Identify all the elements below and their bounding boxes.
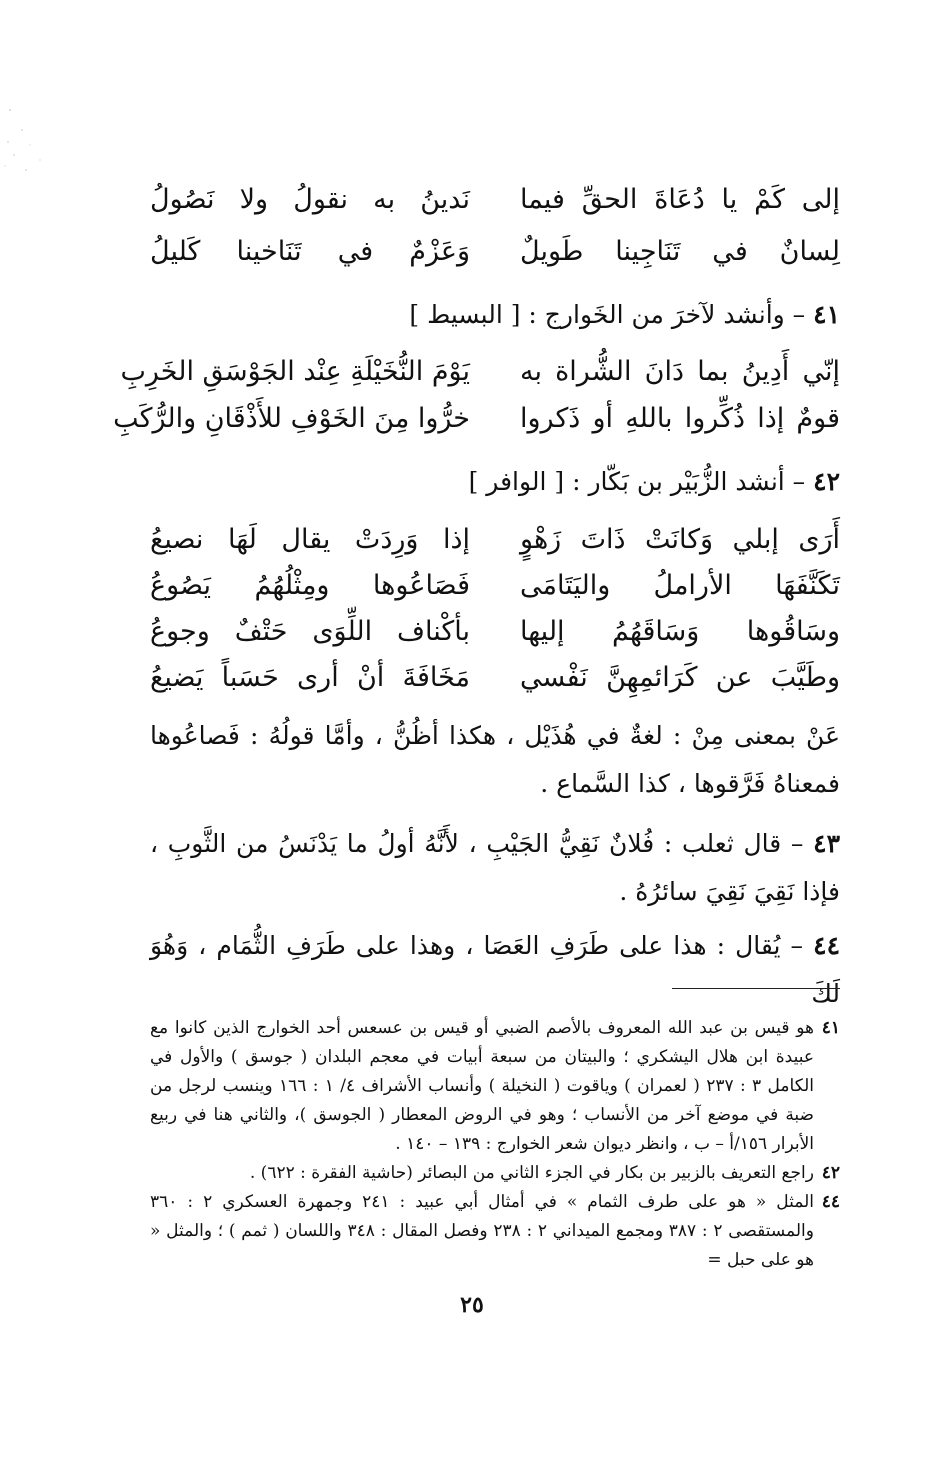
verse-first-hemistich: إلى كَمْ يا دُعَاةَ الحقِّ فيما xyxy=(520,184,840,215)
verse-first-hemistich: إنّي أَدِينُ بما دَانَ الشُّراة به xyxy=(520,356,840,387)
commentary-paragraph: عَنْ بمعنى مِنْ : لغةٌ في هُذَيْل ، هكذا أظُنُّ ، وأمَّا قولُهُ : فَصاعُوها فمعناهُ فَرَّقوها ، كذا السَّماع . xyxy=(150,721,840,798)
footnote-text: راجع التعريف بالزبير بن بكار في الجزء الثاني من البصائر (حاشية الفقرة : ٦٢٢) . xyxy=(249,1163,814,1183)
paragraph-text: – قال ثعلب : فُلانٌ نَقِيُّ الجَيْبِ ، لأَنَّهُ أولُ ما يَدْنَسُ من الثَّوبِ ، فإذا نَقِيَ نَقِيَ سائرُهُ . xyxy=(150,829,840,906)
page-number: ٢٥ xyxy=(460,1292,484,1318)
verse-line xyxy=(150,566,840,606)
verse-second-hemistich: مَخَافَةَ أنْ أرى حَسَباً يَضيعُ xyxy=(150,662,470,693)
footnote-item xyxy=(150,1014,840,1159)
verse-second-hemistich: فَصَاعُوها ومِثْلُهُمُ يَصُوعُ xyxy=(150,570,470,601)
section-number: ٤٣ xyxy=(813,829,840,858)
verse-line xyxy=(150,520,840,560)
verse-first-hemistich: لِسانٌ في تَنَاجِينا طَويلٌ xyxy=(520,236,840,267)
footnote-number: ٤٤ xyxy=(821,1192,840,1212)
verse-second-hemistich: خرُّوا مِنَ الخَوْفِ للأَذْقَانِ والرُّكَبِ xyxy=(113,403,470,434)
verse-second-hemistich: يَوْمَ النُّخَيْلَةِ عِنْد الجَوْسَقِ الخَرِبِ xyxy=(120,356,470,387)
verse-line xyxy=(113,399,840,439)
verse-line xyxy=(150,658,840,698)
section-heading-text: – أنشد الزُّبَيْر بن بَكّار : [ الوافر ] xyxy=(468,467,806,496)
footnote-text: هو قيس بن عبد الله المعروف بالأصم الضبي أو قيس بن عسعس أحد الخوارج الذين كانوا مع عبيدة ابن هلال اليشكري ؛ والبيتان من سبعة أبيات في معجم البلدان ( جوسق ) والأول في الكامل ٣ : ٢٣٧ ( لعمران ) وياقوت ( النخيلة ) وأنساب الأشراف ٤/ ١ : ١٦٦ وينسب لرجل من ضبة في موضع آخر من الأنساب ؛ وهو في الروض المعطار ( الجوسق )، والثاني هنا في ربيع الأبرار ١٥٦/أ – ب ، وانظر ديوان شعر الخوارج : ١٣٩ – ١٤٠ . xyxy=(150,1018,814,1154)
verse-second-hemistich: إذا وَرِدَتْ يقال لَهَا نصيعُ xyxy=(150,524,470,555)
section-heading-42 xyxy=(150,462,840,502)
verse-first-hemistich: تَكَنَّفَهَا الأراملُ واليَتَامَى xyxy=(520,570,840,601)
footnotes xyxy=(150,1014,840,1275)
scan-specks xyxy=(0,100,70,210)
section-number: ٤٤ xyxy=(813,931,840,960)
verse-first-hemistich: قومٌ إذا ذُكِّروا باللهِ أو ذَكروا xyxy=(520,403,840,434)
footnote-number: ٤١ xyxy=(821,1018,840,1038)
verse-line xyxy=(150,612,840,652)
section-number: ٤٢ xyxy=(813,467,840,496)
footnote-divider xyxy=(672,988,840,989)
paragraph-43 xyxy=(150,820,840,916)
verse-first-hemistich: أَرَى إبلي وَكانَتْ ذَاتَ زَهْوٍ xyxy=(520,524,840,555)
verse-second-hemistich: وَعَزْمٌ في تَنَاخينا كَليلُ xyxy=(150,236,470,267)
verse-line xyxy=(120,352,840,392)
verse-line xyxy=(150,232,840,272)
verse-line xyxy=(150,180,840,220)
section-number: ٤١ xyxy=(813,300,840,329)
footnote-item xyxy=(150,1159,840,1188)
paragraph-text: – يُقال : هذا على طَرَفِ العَصَا ، وهذا على طَرَفِ الثُّمَام ، وَهُوَ لَكَ xyxy=(150,931,840,1008)
footnote-number: ٤٢ xyxy=(821,1163,840,1183)
verse-second-hemistich: نَدينُ به نقولُ ولا نَصُولُ xyxy=(150,184,470,215)
footnote-item xyxy=(150,1188,840,1275)
verse-second-hemistich: بأكْناف اللِّوَى حَتْفٌ وجوعُ xyxy=(150,616,470,647)
verse-first-hemistich: وطَيَّبَ عن كَرَائمِهِنَّ نَفْسي xyxy=(520,662,840,693)
paragraph-44 xyxy=(150,922,840,1018)
section-heading-text: – وأنشد لآخرَ من الخَوارج : [ البسيط ] xyxy=(409,300,806,329)
verse-first-hemistich: وسَاقُوها وَسَاقَهُمُ إليها xyxy=(520,616,840,647)
footnote-text: المثل « هو على طرف الثمام » في أمثال أبي عبيد : ٢٤١ وجمهرة العسكري ٢ : ٣٦٠ والمستقصى ٢ : ٣٨٧ ومجمع الميداني ٢ : ٢٣٨ وفصل المقال : ٣٤٨ واللسان ( ثمم ) ؛ والمثل « هو على حبل = xyxy=(150,1192,814,1270)
section-heading-41 xyxy=(150,295,840,335)
